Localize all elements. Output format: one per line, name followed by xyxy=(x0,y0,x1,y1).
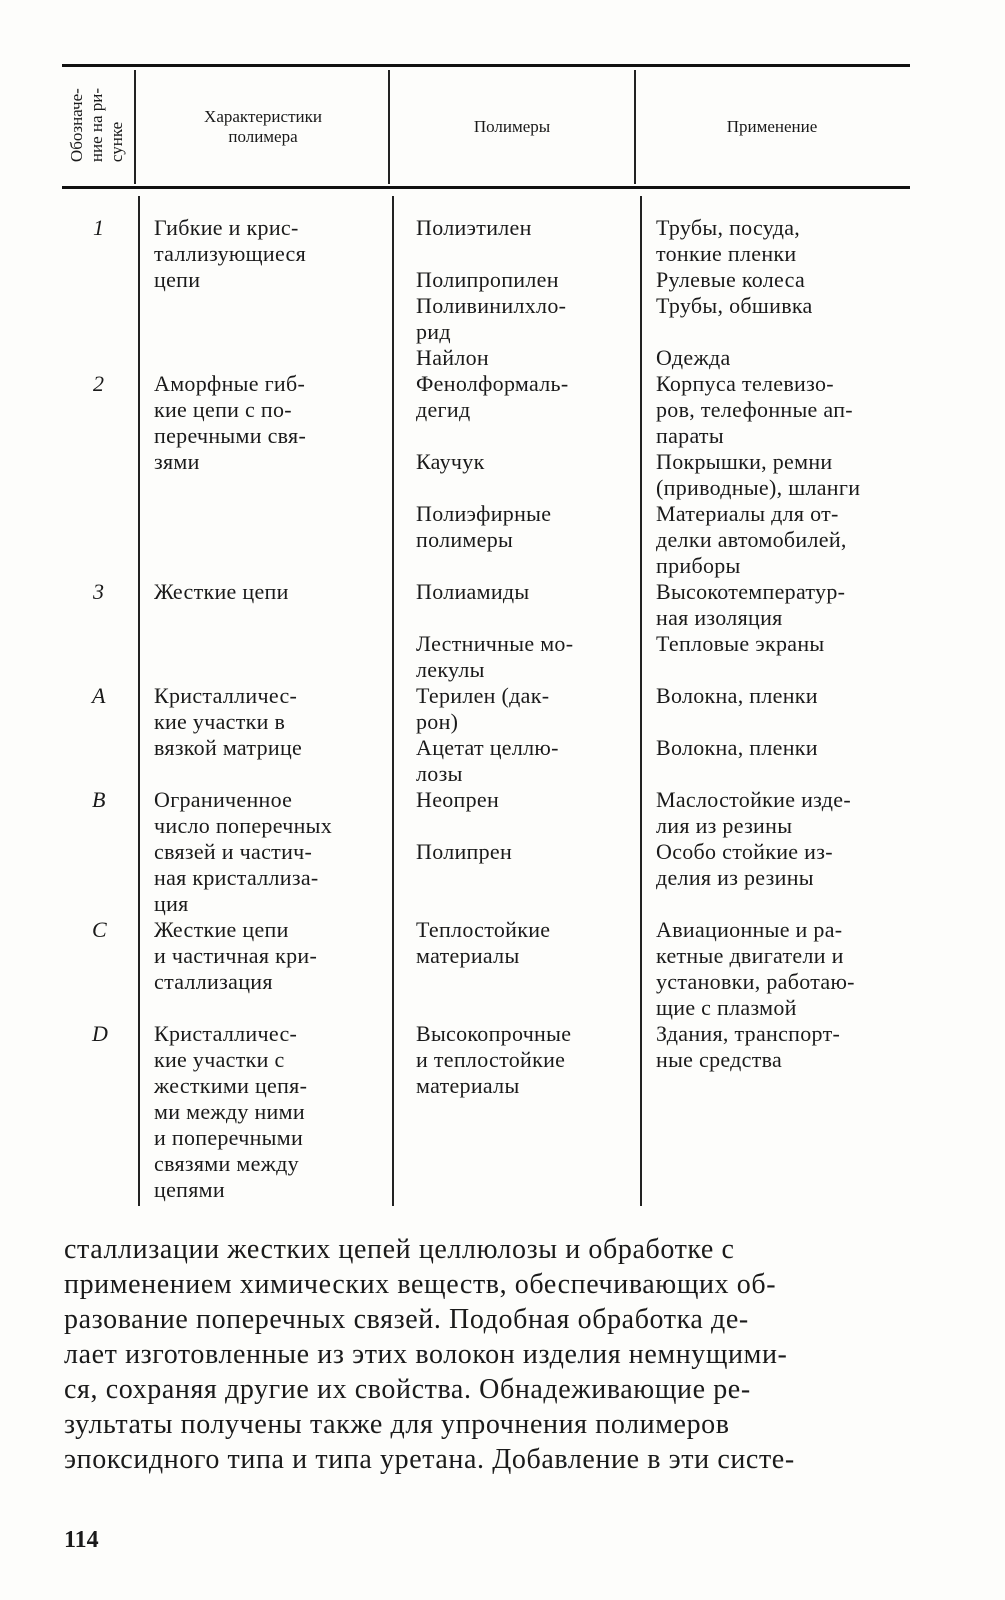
application-cell: Трубы, обшивка xyxy=(656,293,813,318)
polymer-cell: Лестничные мо- лекулы xyxy=(416,631,574,682)
row-designation: D xyxy=(92,1021,109,1046)
page-number: 114 xyxy=(64,1527,99,1553)
application-cell: Волокна, пленки xyxy=(656,683,818,708)
application-cell: Волокна, пленки xyxy=(656,735,818,760)
application-cell: Тепловые экраны xyxy=(656,631,825,656)
application-cell: Особо стойкие из- делия из резины xyxy=(656,839,833,890)
row-designation: A xyxy=(92,683,106,708)
header-designation xyxy=(66,70,128,180)
application-cell: Маслостойкие изде- лия из резины xyxy=(656,787,851,838)
application-cell: Рулевые колеса xyxy=(656,267,806,292)
application-cell: Авиационные и ра- кетные двигатели и установки, работаю- щие с плазмой xyxy=(656,917,855,1020)
polymer-cell: Поливинилхло- рид xyxy=(416,293,567,344)
characteristic-cell: Аморфные гиб- кие цепи с по- перечными свя- зями xyxy=(154,371,307,474)
polymer-cell: Каучук xyxy=(416,449,485,474)
row-designation: B xyxy=(92,787,106,812)
application-cell: Материалы для от- делки автомобилей, приборы xyxy=(656,501,847,578)
header-polymers: Полимеры xyxy=(473,117,551,136)
polymer-cell: Полипропилен xyxy=(416,267,559,292)
column-divider xyxy=(392,196,394,1206)
polymer-cell: Полиамиды xyxy=(416,579,530,604)
row-designation: 3 xyxy=(93,579,105,604)
application-cell: Трубы, посуда, тонкие пленки xyxy=(656,215,801,266)
polymer-cell: Найлон xyxy=(416,345,489,370)
header-designation-label: Обозначе- ние на ри- сунке xyxy=(67,87,126,163)
row-designation: 2 xyxy=(93,371,105,396)
row-designation: C xyxy=(92,917,107,942)
characteristic-cell: Жесткие цепи xyxy=(154,579,289,604)
table-header-rule xyxy=(62,186,910,189)
column-divider xyxy=(640,196,642,1206)
characteristic-cell: Кристалличес- кие участки с жесткими цепя- ми между ними и поперечными связями между цепями xyxy=(154,1021,308,1202)
polymer-cell: Полипрен xyxy=(416,839,513,864)
polymer-cell: Неопрен xyxy=(416,787,500,812)
characteristic-cell: Гибкие и крис- таллизующиеся цепи xyxy=(154,215,307,292)
characteristic-cell: Жесткие цепи и частичная кри- сталлизация xyxy=(154,917,318,994)
characteristic-cell: Ограниченное число поперечных связей и частич- ная кристаллиза- ция xyxy=(154,787,333,916)
table-top-rule xyxy=(62,64,910,67)
application-cell: Покрышки, ремни (приводные), шланги xyxy=(656,449,861,500)
column-divider xyxy=(138,196,140,1206)
polymer-cell: Полиэтилен xyxy=(416,215,532,240)
polymer-cell: Полиэфирные полимеры xyxy=(416,501,552,552)
application-cell: Одежда xyxy=(656,345,731,370)
polymer-cell: Фенолформаль- дегид xyxy=(416,371,569,422)
polymer-cell: Теплостойкие материалы xyxy=(416,917,551,968)
application-cell: Высокотемператур- ная изоляция xyxy=(656,579,846,630)
header-characteristics: Характеристики полимера xyxy=(204,107,322,146)
polymer-cell: Терилен (дак- рон) xyxy=(416,683,550,734)
column-divider xyxy=(134,70,136,184)
characteristic-cell: Кристалличес- кие участки в вязкой матрице xyxy=(154,683,303,760)
polymer-cell: Ацетат целлю- лозы xyxy=(416,735,559,786)
polymer-cell: Высокопрочные и теплостойкие материалы xyxy=(416,1021,572,1098)
row-designation: 1 xyxy=(93,215,105,240)
body-paragraph: сталлизации жестких цепей целлюлозы и обработке с применением химических веществ, обеспечивающих об- разование поперечных связей. Подобная обработка де- лает изготовленные из этих волокон изделия немнущими- ся, сохраняя другие их свойства. Обнадеживающие ре- зультаты получены также для упрочнения полимеров эпоксидного типа и типа уретана. Добавление в эти систе- xyxy=(64,1234,795,1475)
header-application: Применение xyxy=(726,117,818,136)
application-cell: Корпуса телевизо- ров, телефонные ап- параты xyxy=(656,371,853,448)
application-cell: Здания, транспорт- ные средства xyxy=(656,1021,841,1072)
